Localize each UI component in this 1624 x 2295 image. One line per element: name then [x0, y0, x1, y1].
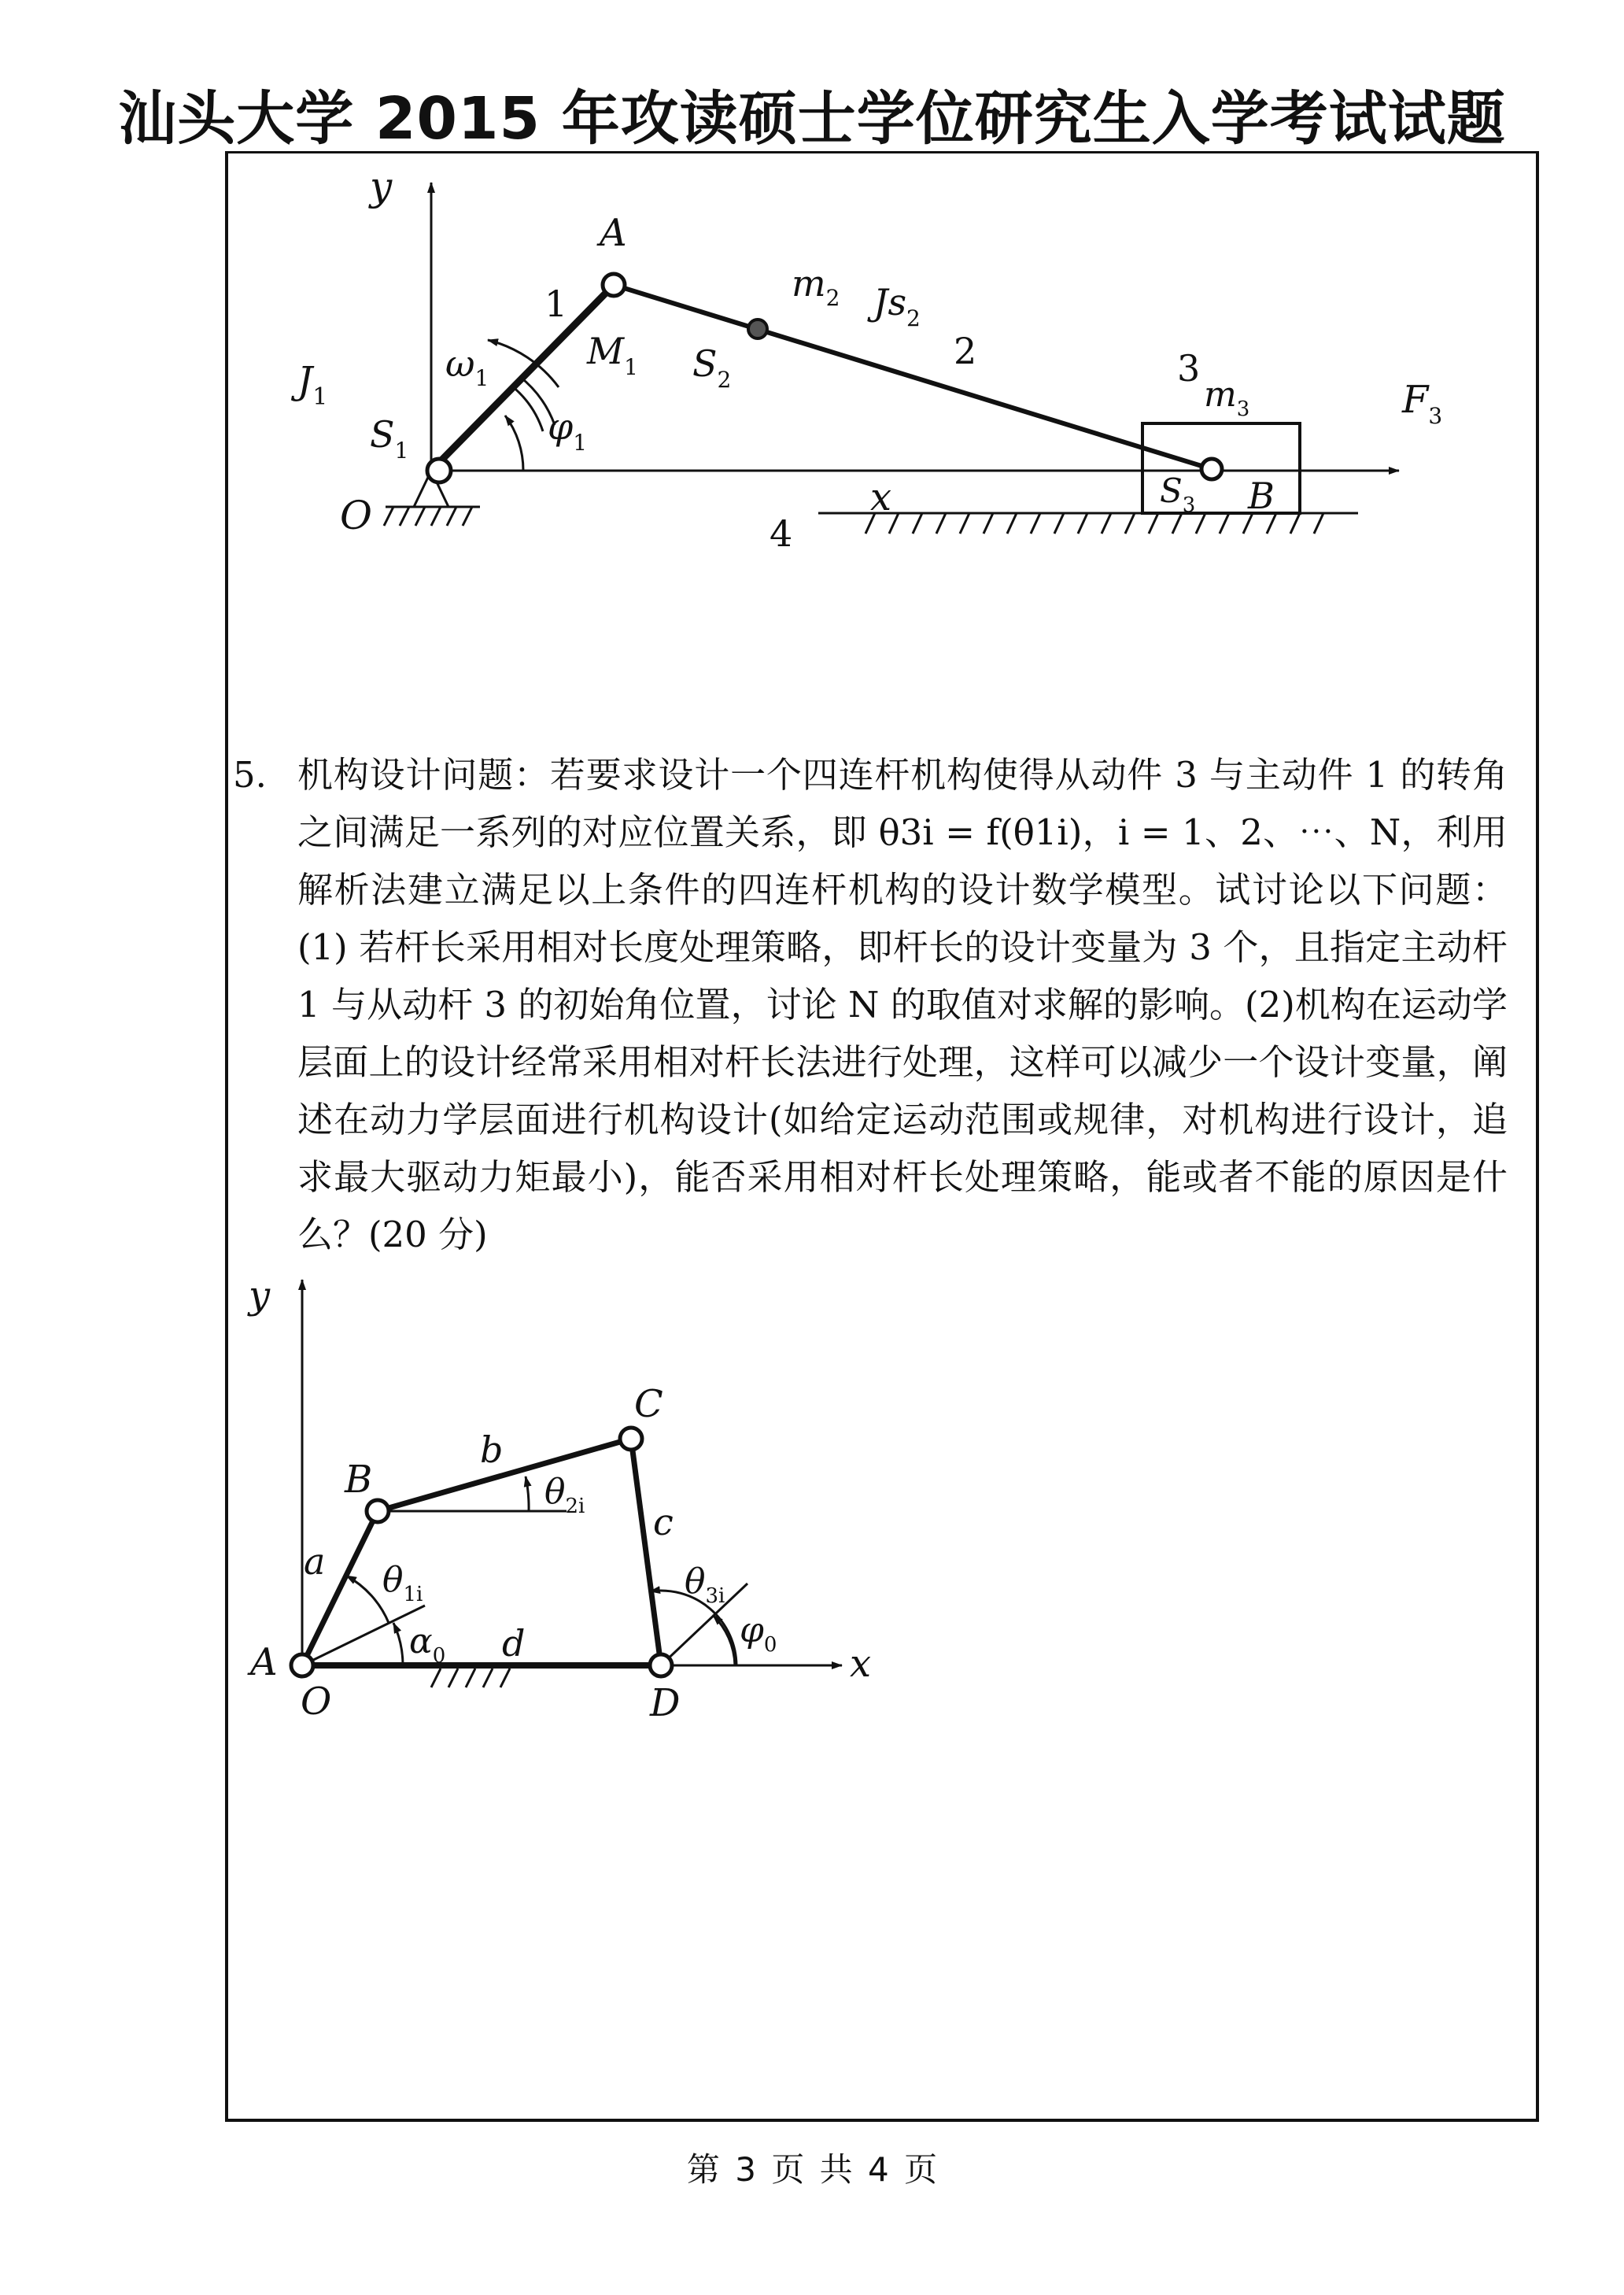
fig2-label-c-point: C [634, 1382, 663, 1426]
fig2-label-theta2: $\theta_{2i}$ [544, 1472, 585, 1518]
fig1-label-link1: 1 [544, 283, 568, 325]
fig1-label-s3: $S_3$ [1160, 471, 1196, 517]
fig1-label-a: A [600, 211, 627, 255]
fig1-label-x: x [870, 475, 892, 519]
theta2-arc [526, 1476, 529, 1511]
fig2-label-phi0: $\varphi_0$ [740, 1610, 777, 1657]
fig1-label-y: y [370, 164, 393, 209]
fig2-label-a-point: A [250, 1640, 278, 1684]
fig1-label-o: O [340, 493, 372, 538]
fig1-label-ground: 4 [770, 512, 793, 555]
alpha0-arc [393, 1623, 403, 1665]
fig2-label-b-point: B [345, 1458, 373, 1502]
fig2-ground-hatch [431, 1669, 510, 1687]
fig1-label-f3: $F_3$ [1402, 378, 1443, 429]
fig2-label-alpha0: $\alpha_0$ [409, 1621, 446, 1668]
fig2-label-c-link: c [653, 1501, 674, 1543]
fig1-label-m3: $m_3$ [1204, 375, 1250, 421]
fig2-label-o: O [301, 1680, 332, 1724]
link-a [302, 1511, 378, 1665]
fig2-label-a-link: a [304, 1540, 326, 1583]
fig1-label-j1: $J_1$ [297, 359, 328, 411]
exam-title: 汕头大学 2015 年攻读硕士学位研究生入学考试试题 [118, 85, 1506, 153]
fig1-label-s2: $S_2$ [692, 342, 732, 393]
fig1-label-s1: $S_1$ [370, 413, 409, 464]
ref-line-alpha0 [302, 1606, 425, 1665]
question-text: 机构设计问题：若要求设计一个四连杆机构使得从动件 3 与主动件 1 的转角之间满足一系列的对应位置关系，即 θ3i = f(θ1i)，i = 1、2、⋯、N，利用解析法建立满足以上条件的四连杆机构的设计数学模型。试讨论以下问题：(1) 若杆长采用相对长度处理策略，即杆长的设计变量为 3 个，且指定主动杆 1 与从动杆 3 的初始角位置，讨论 N 的取值对求解的影响。(2)机构在运动学层面上的设计经常采用相对杆长法进行处理，这样可以减少一个设计变量，阐述在动力学层面进行机构设计(如给定运动范围或规律，对机构进行设计，追求最大驱动力矩最小)，能否采用相对杆长处理策略，能或者不能的原因是什么？(20 分) [297, 754, 1508, 1255]
fig2-label-y: y [249, 1273, 271, 1318]
fig1-label-phi1: $\varphi_1$ [548, 405, 588, 456]
fig2-label-d-link: d [502, 1622, 526, 1665]
fig1-label-omega1: $\omega_1$ [445, 342, 489, 391]
page-footer: 第 3 页 共 4 页 [686, 2150, 938, 2189]
joint-b-fig2 [367, 1500, 389, 1522]
fig2-label-b-link: b [480, 1428, 504, 1471]
link-c [631, 1439, 661, 1665]
fig1-label-b: B [1248, 475, 1275, 517]
joint-c-fig2 [620, 1428, 642, 1450]
link-b [378, 1439, 631, 1511]
fig2-label-theta3: $\theta_{3i}$ [685, 1561, 725, 1608]
fig2-label-x: x [850, 1642, 872, 1686]
fig1-label-js2: $Js_2$ [873, 281, 921, 331]
fig1-label-m1: $M_1$ [587, 330, 638, 380]
fig1-label-link3: 3 [1177, 347, 1201, 390]
joint-d-fig2 [650, 1654, 672, 1676]
fig1-label-link2: 2 [954, 330, 977, 372]
fig2-label-d-point: D [650, 1681, 681, 1725]
question-number: 5. [233, 754, 267, 796]
joint-a-fig2 [291, 1654, 313, 1676]
fig2-label-theta1: $\theta_{1i}$ [382, 1560, 423, 1606]
fig1-label-m2: $m_2$ [792, 262, 840, 311]
